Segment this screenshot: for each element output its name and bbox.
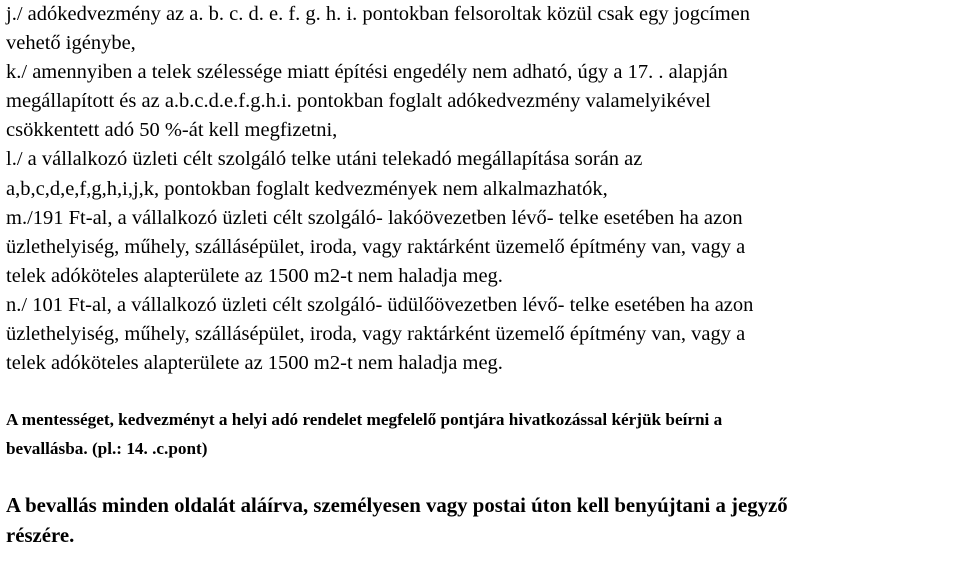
item-j-line: j./ adókedvezmény az a. b. c. d. e. f. g. h. i. pontokban felsoroltak közül csak egy jogcímen: [6, 3, 751, 25]
item-k-line: megállapított és az a.b.c.d.e.f.g.h.i. pontokban foglalt adókedvezmény valamelyikével: [6, 90, 711, 113]
item-k: [6, 58, 954, 145]
item-n-line: telek adóköteles alapterülete az 1500 m2-t nem haladja meg.: [6, 352, 503, 375]
item-m-line: m./191 Ft-al, a vállalkozó üzleti célt szolgáló- lakóövezetben lévő- telke esetében ha azon: [6, 206, 743, 229]
signature-notice: [6, 491, 954, 550]
item-m-line: telek adóköteles alapterülete az 1500 m2-t nem haladja meg.: [6, 264, 503, 287]
item-l-line: l./ a vállalkozó üzleti célt szolgáló telke utáni telekadó megállapítása során az: [6, 148, 643, 171]
signature-notice-line: részére.: [6, 523, 75, 547]
item-j: [6, 0, 954, 58]
item-k-line: k./ amennyiben a telek szélessége miatt építési engedély nem adható, úgy a 17. . alapján: [6, 61, 728, 84]
document-page: [6, 0, 954, 550]
signature-notice-line: A bevallás minden oldalát aláírva, személyesen vagy postai úton kell benyújtani a jegyző: [6, 494, 788, 518]
exemption-notice-line: bevallásba. (pl.: 14. .c.pont): [6, 439, 208, 459]
item-n-line: n./ 101 Ft-al, a vállalkozó üzleti célt szolgáló- üdülőövezetben lévő- telke esetében ha azon: [6, 293, 754, 316]
item-m: [6, 204, 954, 291]
exemption-notice: [6, 405, 954, 463]
item-n-line: üzlethelyiség, műhely, szállásépület, iroda, vagy raktárként üzemelő építmény van, vagy a: [6, 323, 746, 346]
item-j-line: vehető igénybe,: [6, 32, 136, 55]
item-l: [6, 145, 954, 203]
item-k-line: csökkentett adó 50 %-át kell megfizetni,: [6, 119, 338, 142]
item-m-line: üzlethelyiség, műhely, szállásépület, iroda, vagy raktárként üzemelő építmény van, vagy a: [6, 235, 746, 258]
exemption-notice-line: A mentességet, kedvezményt a helyi adó rendelet megfelelő pontjára hivatkozással kérjük beírni a: [6, 410, 723, 430]
item-l-line: a,b,c,d,e,f,g,h,i,j,k, pontokban foglalt kedvezmények nem alkalmazhatók,: [6, 177, 608, 200]
item-n: [6, 291, 954, 378]
